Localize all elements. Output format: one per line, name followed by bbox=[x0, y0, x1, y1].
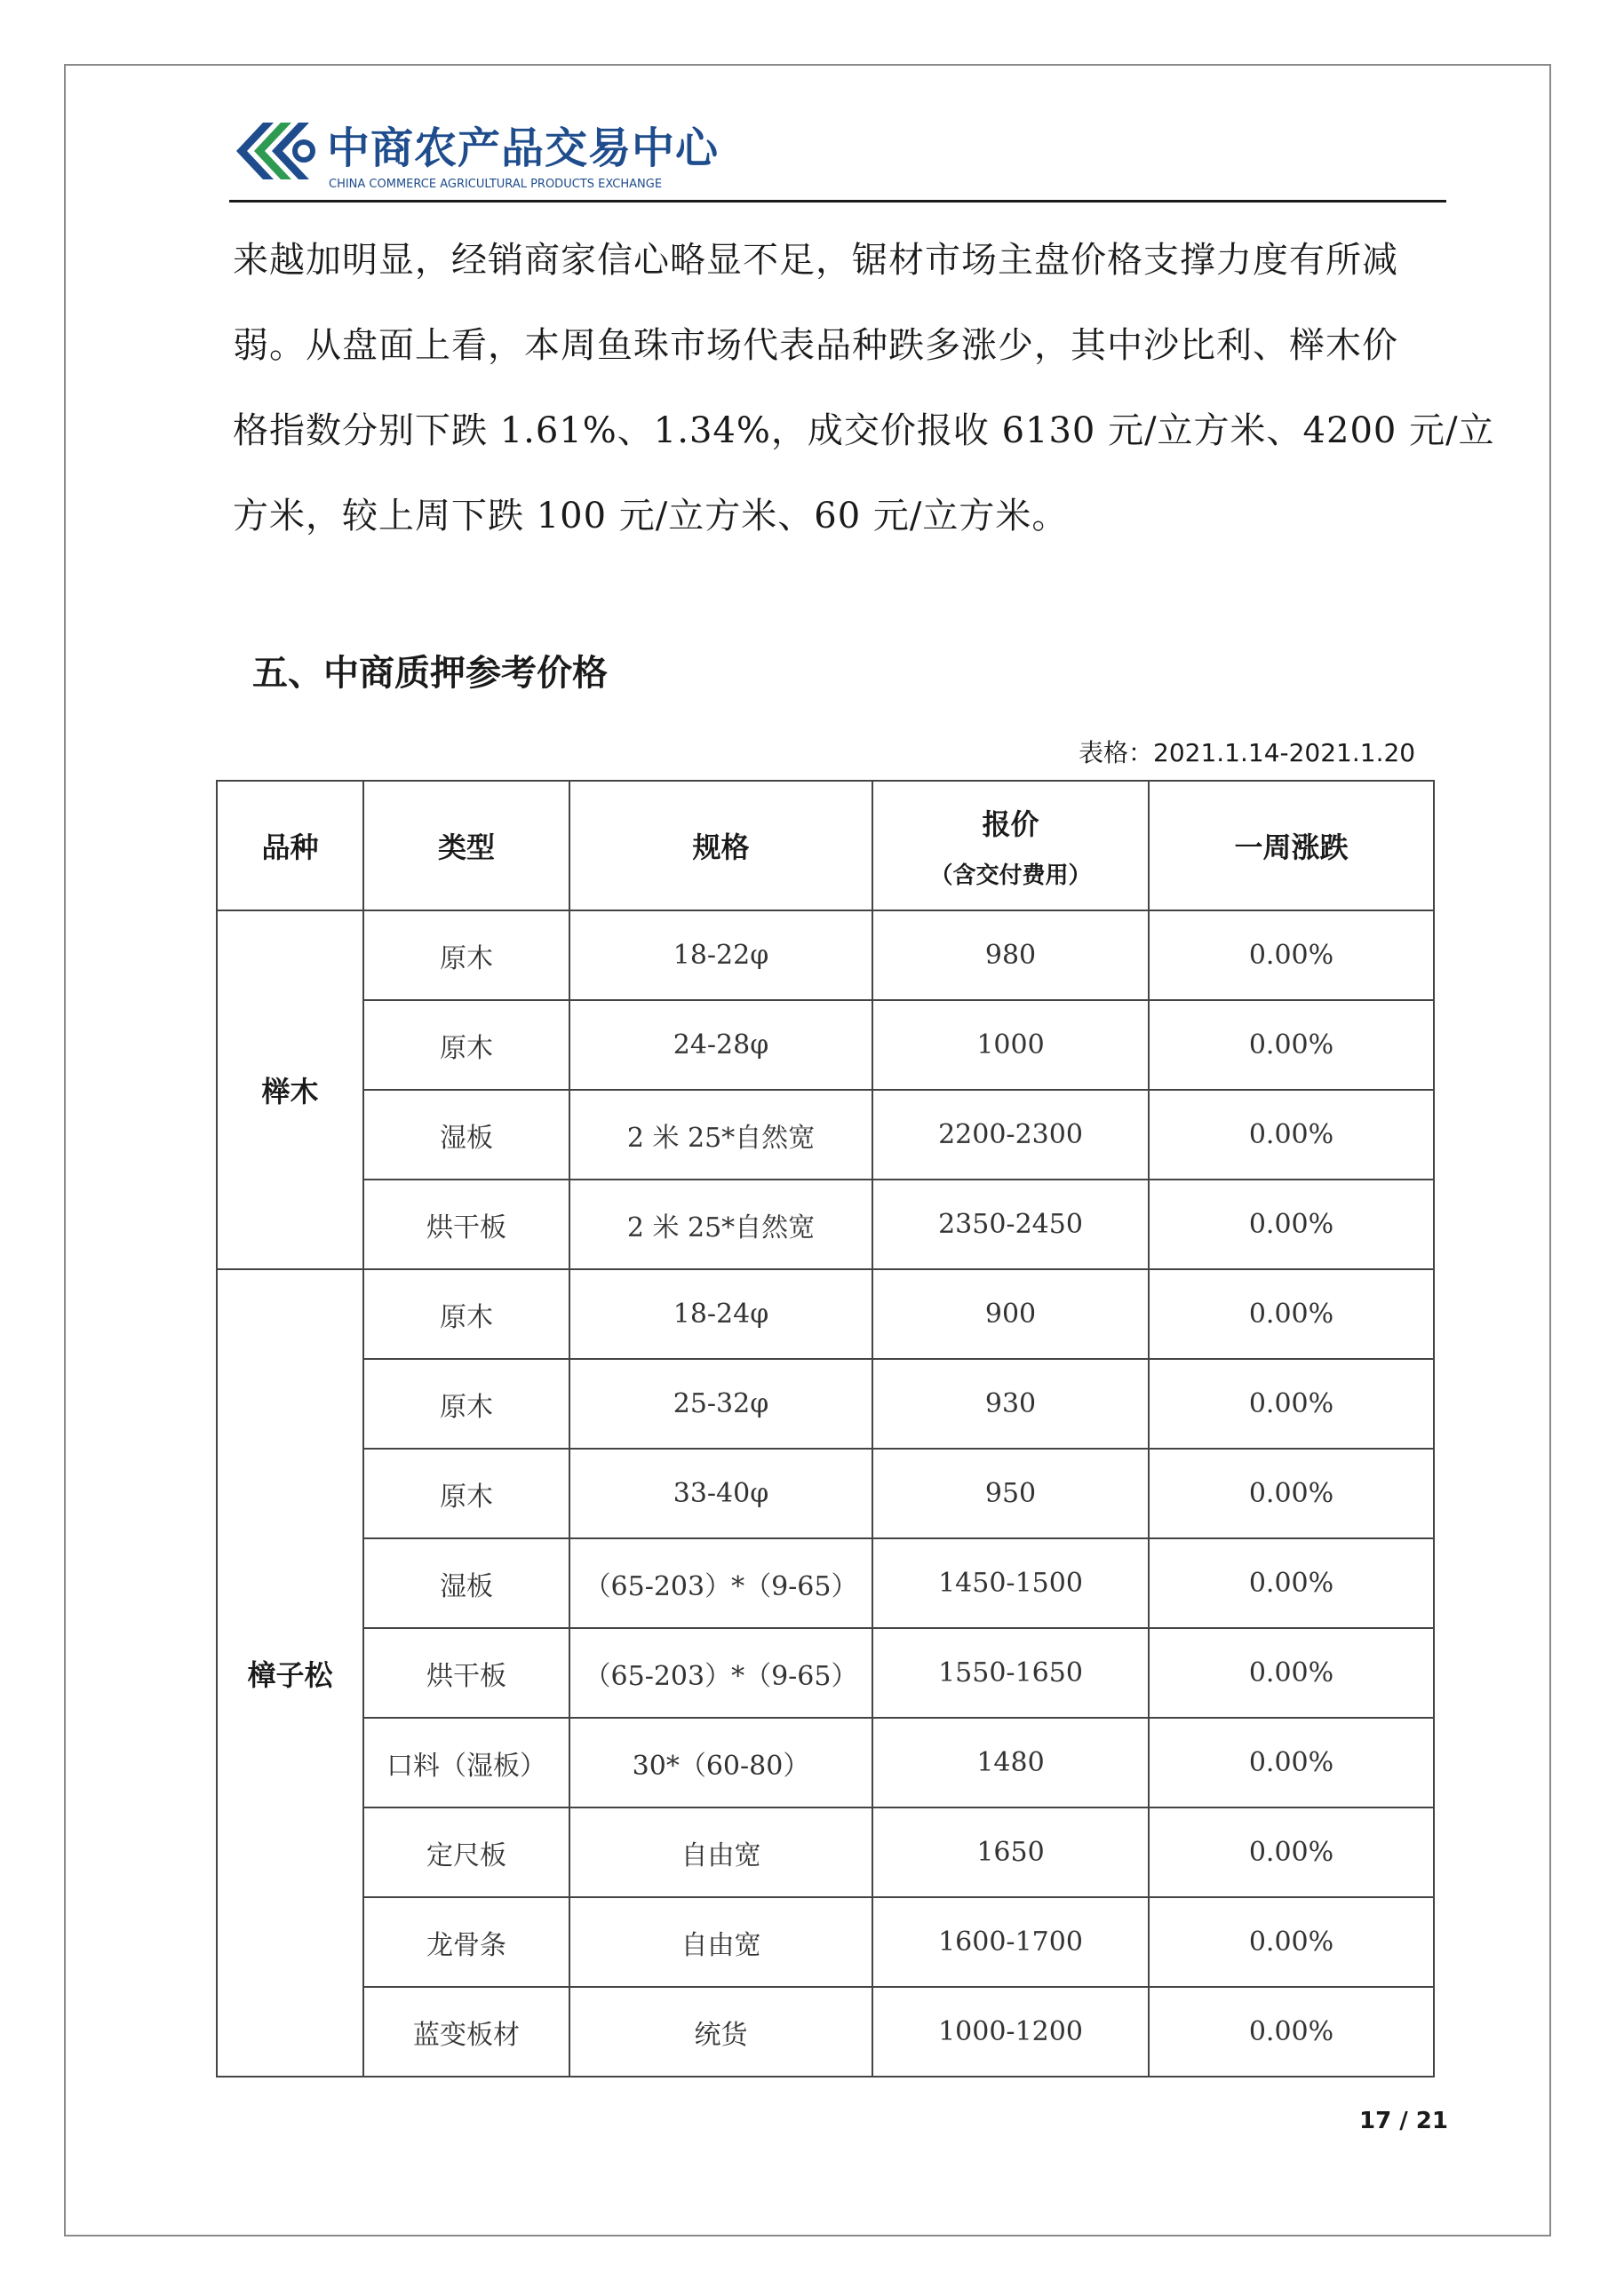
table-row bbox=[217, 1538, 1434, 1628]
variety-cell: 榉木 bbox=[217, 910, 363, 1269]
body-paragraph bbox=[233, 218, 1495, 559]
header-variety: 品种 bbox=[217, 781, 363, 910]
header-divider bbox=[229, 200, 1446, 203]
header-spec: 规格 bbox=[569, 781, 872, 910]
page-number: 17 / 21 bbox=[1359, 2108, 1448, 2134]
table-row bbox=[217, 1628, 1434, 1718]
type-cell: 原木 bbox=[363, 1449, 569, 1538]
change-cell: 0.00% bbox=[1149, 1807, 1434, 1897]
type-cell: 口料（湿板） bbox=[363, 1718, 569, 1807]
table-row bbox=[217, 1269, 1434, 1359]
change-cell: 0.00% bbox=[1149, 1538, 1434, 1628]
price-cell: 930 bbox=[872, 1359, 1149, 1449]
spec-cell: 2 米 25*自然宽 bbox=[569, 1090, 872, 1180]
price-cell: 1000 bbox=[872, 1000, 1149, 1090]
change-cell: 0.00% bbox=[1149, 1628, 1434, 1718]
table-row bbox=[217, 1897, 1434, 1987]
change-cell: 0.00% bbox=[1149, 1449, 1434, 1538]
spec-cell: 24-28φ bbox=[569, 1000, 872, 1090]
spec-cell: 自由宽 bbox=[569, 1807, 872, 1897]
table-row bbox=[217, 1000, 1434, 1090]
spec-cell: 33-40φ bbox=[569, 1449, 872, 1538]
header-price bbox=[872, 781, 1149, 910]
header-price-note: （含交付费用） bbox=[929, 862, 1092, 889]
price-cell: 1480 bbox=[872, 1718, 1149, 1807]
type-cell: 原木 bbox=[363, 1359, 569, 1449]
change-cell: 0.00% bbox=[1149, 1718, 1434, 1807]
spec-cell: 25-32φ bbox=[569, 1359, 872, 1449]
spec-cell: 18-22φ bbox=[569, 910, 872, 1000]
header-type: 类型 bbox=[363, 781, 569, 910]
table-row bbox=[217, 1987, 1434, 2077]
type-cell: 烘干板 bbox=[363, 1180, 569, 1269]
logo-text-cn: 中商农产品交易中心 bbox=[327, 123, 720, 173]
spec-cell: 30*（60-80） bbox=[569, 1718, 872, 1807]
table-row bbox=[217, 1359, 1434, 1449]
spec-cell: 自由宽 bbox=[569, 1897, 872, 1987]
table-row bbox=[217, 1718, 1434, 1807]
table-row bbox=[217, 1807, 1434, 1897]
price-cell: 1550-1650 bbox=[872, 1628, 1149, 1718]
spec-cell: （65-203）*（9-65） bbox=[569, 1628, 872, 1718]
section-title: 五、中商质押参考价格 bbox=[252, 653, 608, 694]
price-cell: 950 bbox=[872, 1449, 1149, 1538]
type-cell: 湿板 bbox=[363, 1538, 569, 1628]
price-cell: 1600-1700 bbox=[872, 1897, 1149, 1987]
change-cell: 0.00% bbox=[1149, 1897, 1434, 1987]
price-cell: 2350-2450 bbox=[872, 1180, 1149, 1269]
change-cell: 0.00% bbox=[1149, 1269, 1434, 1359]
change-cell: 0.00% bbox=[1149, 1180, 1434, 1269]
table-row bbox=[217, 1180, 1434, 1269]
table-row bbox=[217, 1090, 1434, 1180]
type-cell: 原木 bbox=[363, 910, 569, 1000]
logo-text-en: CHINA COMMERCE AGRICULTURAL PRODUCTS EXCHANGE bbox=[329, 178, 663, 191]
table-row bbox=[217, 910, 1434, 1000]
price-cell: 1650 bbox=[872, 1807, 1149, 1897]
change-cell: 0.00% bbox=[1149, 1000, 1434, 1090]
table-caption: 表格：2021.1.14-2021.1.20 bbox=[1079, 738, 1416, 767]
change-cell: 0.00% bbox=[1149, 910, 1434, 1000]
type-cell: 龙骨条 bbox=[363, 1897, 569, 1987]
paragraph-line: 方米，较上周下跌 100 元/立方米、60 元/立方米。 bbox=[233, 496, 1069, 536]
spec-cell: （65-203）*（9-65） bbox=[569, 1538, 872, 1628]
paragraph-line: 格指数分别下跌 1.61%、1.34%，成交价报收 6130 元/立方米、4200 元/立 bbox=[233, 410, 1495, 451]
type-cell: 原木 bbox=[363, 1269, 569, 1359]
variety-cell: 樟子松 bbox=[217, 1269, 363, 2077]
type-cell: 蓝变板材 bbox=[363, 1987, 569, 2077]
spec-cell: 统货 bbox=[569, 1987, 872, 2077]
header-change: 一周涨跌 bbox=[1149, 781, 1434, 910]
logo-icon bbox=[229, 115, 318, 187]
change-cell: 0.00% bbox=[1149, 1359, 1434, 1449]
header bbox=[229, 107, 1446, 204]
change-cell: 0.00% bbox=[1149, 1090, 1434, 1180]
paragraph-line: 弱。从盘面上看，本周鱼珠市场代表品种跌多涨少，其中沙比利、榉木价 bbox=[233, 325, 1398, 366]
type-cell: 湿板 bbox=[363, 1090, 569, 1180]
table-row bbox=[217, 1449, 1434, 1538]
type-cell: 原木 bbox=[363, 1000, 569, 1090]
price-cell: 1000-1200 bbox=[872, 1987, 1149, 2077]
price-cell: 900 bbox=[872, 1269, 1149, 1359]
change-cell: 0.00% bbox=[1149, 1987, 1434, 2077]
paragraph-line: 来越加明显，经销商家信心略显不足，锯材市场主盘价格支撑力度有所减 bbox=[233, 240, 1398, 281]
price-cell: 1450-1500 bbox=[872, 1538, 1149, 1628]
spec-cell: 2 米 25*自然宽 bbox=[569, 1180, 872, 1269]
price-cell: 980 bbox=[872, 910, 1149, 1000]
price-table bbox=[216, 780, 1435, 2078]
table-header-row bbox=[217, 781, 1434, 910]
header-price-label: 报价 bbox=[982, 806, 1039, 841]
price-cell: 2200-2300 bbox=[872, 1090, 1149, 1180]
type-cell: 定尺板 bbox=[363, 1807, 569, 1897]
type-cell: 烘干板 bbox=[363, 1628, 569, 1718]
spec-cell: 18-24φ bbox=[569, 1269, 872, 1359]
